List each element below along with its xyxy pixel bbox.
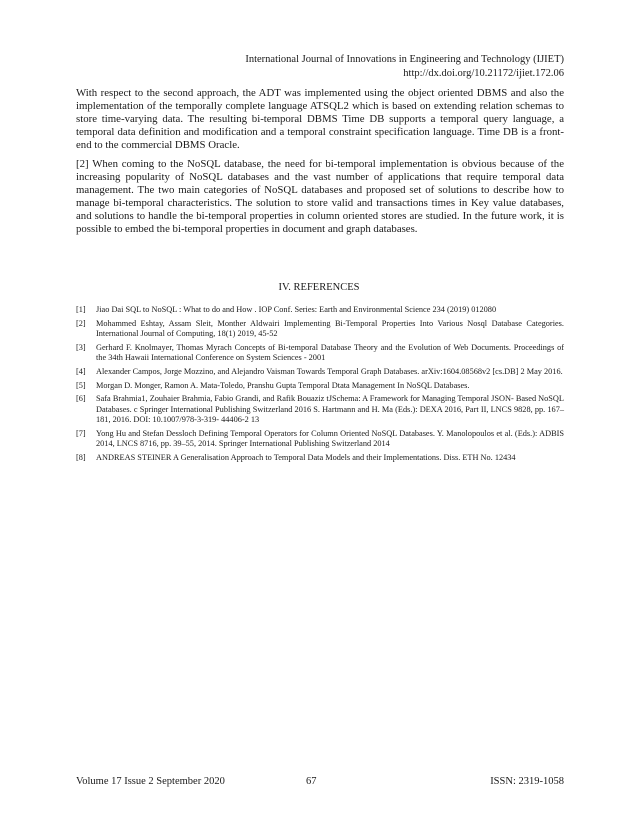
reference-item [76,319,564,339]
reference-text: Jiao Dai SQL to NoSQL : What to do and How . IOP Conf. Series: Earth and Environmental Science 234 (2019) 012080 [96,305,497,314]
reference-text: Mohammed Eshtay, Assam Sleit, Monther Aldwairi Implementing Bi-Temporal Properties Into Various Nosql Database Categories. International Journal of Computing, 18(1) 2019, 45-52 [96,318,564,338]
references-heading: IV. REFERENCES [278,282,360,293]
page-number: 67 [306,776,317,787]
references-list [76,305,564,466]
reference-number: [3] [76,342,86,352]
page-header [245,53,564,80]
reference-text: Yong Hu and Stefan Dessloch Defining Temporal Operators for Column Oriented NoSQL Databases. Y. Manolopoulos et al. (Eds.): ADBIS 2014, LNCS 8716, pp. 39–55, 2014. Springer International Publishing Switzerland 2014 [96,428,564,448]
reference-number: [6] [76,394,86,404]
reference-item [76,367,564,377]
reference-number: [1] [76,305,86,314]
reference-item [76,381,564,391]
reference-text: Morgan D. Monger, Ramon A. Mata-Toledo, Pranshu Gupta Temporal Dtata Management In NoSQL Databases. [96,380,470,390]
reference-text: Gerhard F. Knolmayer, Thomas Myrach Concepts of Bi-temporal Database Theory and the Evolution of Web Documents. Proceedings of the 34th Hawaii International Conference on System Sciences - 2001 [96,342,564,362]
reference-item [76,429,564,449]
reference-number: [7] [76,428,86,438]
reference-item [76,343,564,363]
body-paragraph-1: With respect to the second approach, the ADT was implemented using the object oriented DBMS and also the implementation of the temporally complete language ATSQL2 which is based on extending relation schemas to store time-varying data. The resulting bi-temporal DBMS Time DB supports a temporal query language, a temporal data definition and modification and a temporal constraint specification language. Time DB is a front-end to the commercial DBMS Oracle. [76,87,564,151]
reference-number: [2] [76,318,86,328]
reference-number: [8] [76,452,86,462]
reference-number: [5] [76,380,86,390]
reference-item [76,305,564,315]
reference-item [76,453,564,463]
reference-item [76,394,564,425]
footer-volume: Volume 17 Issue 2 September 2020 [76,776,225,787]
reference-number: [4] [76,366,86,376]
reference-text: Safa Brahmia1, Zouhaier Brahmia, Fabio Grandi, and Rafik Bouaziz tJSchema: A Framework for Managing Temporal JSON- Based NoSQL Databases. c Springer International Publishing Switzerland 2016 S. Hartmann and H. Ma (Eds.): DEXA 2016, Part II, LNCS 9828, pp. 167–181, 2016. DOI: 10.1007/978-3-319- 44406-2 13 [96,394,564,424]
doi-link[interactable]: http://dx.doi.org/10.21172/ijiet.172.06 [403,67,564,79]
reference-text: ANDREAS STEINER A Generalisation Approach to Temporal Data Models and their Implementations. Diss. ETH No. 12434 [96,452,516,462]
reference-text: Alexander Campos, Jorge Mozzino, and Alejandro Vaisman Towards Temporal Graph Databases. arXiv:1604.08568v2 [cs.DB] 2 May 2016. [96,366,563,376]
body-paragraph-2: [2] When coming to the NoSQL database, the need for bi-temporal implementation is obvious because of the increasing popularity of NoSQL databases and the vast number of applications that require temporal data management. The two main categories of NoSQL databases and proposed set of solutions to describe how to manage bi-temporal characteristics. The solution to store valid and transactions times in Key value databases, and solutions to handle the bi-temporal properties in column oriented stores are studied. In the future work, it is possible to embed the bi-temporal properties in document and graph databases. [76,158,564,235]
journal-title: International Journal of Innovations in Engineering and Technology (IJIET) [245,54,564,65]
footer-issn: ISSN: 2319-1058 [490,776,564,787]
